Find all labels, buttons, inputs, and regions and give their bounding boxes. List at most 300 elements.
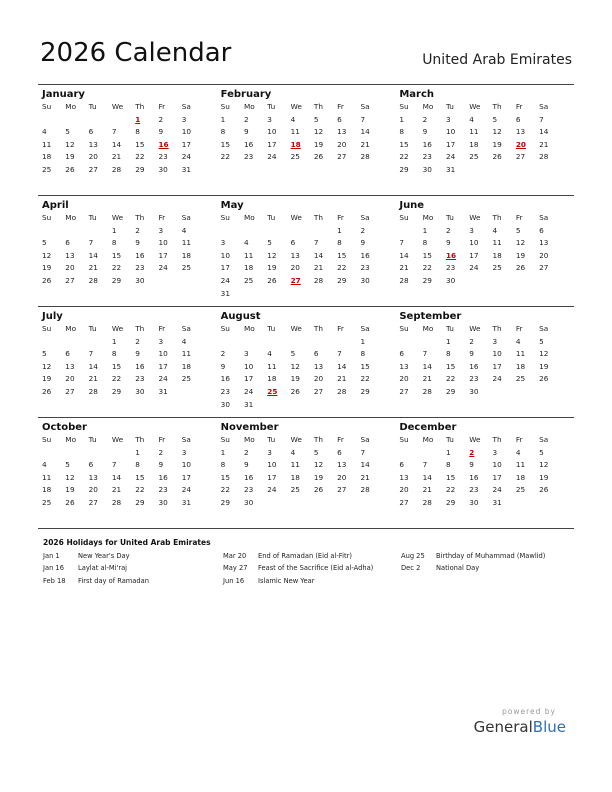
day-cell: 23 xyxy=(135,263,145,273)
weekday-header: Tu xyxy=(267,324,276,333)
day-cell: 9 xyxy=(469,460,474,470)
day-cell: 16 xyxy=(360,250,370,260)
day-cell: 2 xyxy=(135,336,140,346)
day-cell: 29 xyxy=(220,497,230,507)
day-cell: 22 xyxy=(220,485,230,495)
brand-logo[interactable] xyxy=(474,707,566,736)
holiday-day: 16 xyxy=(445,250,457,260)
empty-cell xyxy=(291,336,314,349)
day-cell: 31 xyxy=(181,497,192,507)
day-cell: 13 xyxy=(399,472,409,482)
day-cell: 27 xyxy=(65,386,75,396)
day-cell: 22 xyxy=(445,485,456,495)
day-cell: 5 xyxy=(42,238,47,248)
quarter-row xyxy=(38,417,574,529)
weekday-header: Fr xyxy=(337,213,344,222)
day-cell: 6 xyxy=(539,225,544,235)
day-cell: 4 xyxy=(181,225,187,235)
day-cell: 24 xyxy=(492,374,502,384)
day-cell: 10 xyxy=(492,349,502,359)
day-cell: 30 xyxy=(243,497,254,507)
day-cell: 21 xyxy=(422,374,432,384)
day-cell: 26 xyxy=(313,152,324,162)
calendar-grid xyxy=(38,84,574,529)
day-cell: 8 xyxy=(445,349,451,359)
holiday-entry xyxy=(401,562,581,574)
weekday-header: Fr xyxy=(515,213,523,222)
day-cell: 9 xyxy=(360,238,366,248)
day-cell: 20 xyxy=(290,263,300,273)
day-cell: 12 xyxy=(267,250,277,260)
weekday-header: Sa xyxy=(181,213,191,222)
day-cell: 4 xyxy=(515,447,521,457)
day-grid xyxy=(42,434,217,510)
day-cell: 25 xyxy=(243,275,254,285)
day-cell: 1 xyxy=(445,447,451,457)
day-cell: 9 xyxy=(243,460,249,470)
month-name: December xyxy=(399,422,457,433)
holiday-date: Dec 2 xyxy=(401,564,421,573)
empty-cell xyxy=(89,225,112,238)
day-grid xyxy=(221,101,396,164)
day-cell: 23 xyxy=(469,374,479,384)
holiday-name: New Year's Day xyxy=(78,552,130,560)
day-cell: 5 xyxy=(42,349,47,359)
day-cell: 8 xyxy=(220,460,226,470)
day-cell: 7 xyxy=(360,447,366,457)
day-cell: 29 xyxy=(445,386,456,396)
holiday-name: Feast of the Sacrifice (Eid al-Adha) xyxy=(258,564,374,573)
month-name: November xyxy=(220,422,279,433)
day-grid xyxy=(221,323,396,411)
day-cell: 11 xyxy=(243,250,254,260)
day-cell: 24 xyxy=(243,386,254,396)
day-grid xyxy=(399,101,574,177)
weekday-header: We xyxy=(111,102,124,111)
day-cell: 21 xyxy=(422,485,432,495)
day-cell: 12 xyxy=(515,238,526,248)
day-cell: 28 xyxy=(422,386,432,396)
day-cell: 7 xyxy=(337,349,342,359)
day-cell: 11 xyxy=(42,472,52,482)
weekday-header: Tu xyxy=(267,213,276,222)
day-cell: 6 xyxy=(65,238,70,248)
day-cell: 30 xyxy=(158,164,168,174)
weekday-header: Th xyxy=(313,324,323,333)
day-cell: 15 xyxy=(422,250,432,260)
day-cell: 1 xyxy=(337,225,342,235)
day-cell: 2 xyxy=(220,349,226,359)
day-cell: 10 xyxy=(469,238,479,248)
day-grid xyxy=(221,434,396,510)
day-cell: 10 xyxy=(267,127,277,137)
day-cell: 29 xyxy=(337,275,347,285)
day-cell: 14 xyxy=(88,250,98,260)
empty-cell xyxy=(89,447,112,460)
day-cell: 22 xyxy=(220,152,230,162)
day-cell: 31 xyxy=(243,399,254,409)
day-cell: 2 xyxy=(158,447,164,457)
weekday-header: We xyxy=(111,213,124,222)
weekday-header: Sa xyxy=(360,324,370,333)
day-cell: 3 xyxy=(469,225,474,235)
day-cell: 3 xyxy=(243,349,249,359)
day-cell: 3 xyxy=(445,114,451,124)
empty-cell xyxy=(42,447,65,460)
day-cell: 11 xyxy=(267,361,277,371)
day-cell: 11 xyxy=(515,460,526,470)
holiday-entry xyxy=(223,575,401,587)
day-cell: 15 xyxy=(220,139,230,149)
holiday-entry xyxy=(43,562,223,574)
day-cell: 28 xyxy=(422,497,432,507)
empty-cell xyxy=(314,225,337,238)
day-cell: 24 xyxy=(158,263,168,273)
day-cell: 13 xyxy=(515,127,526,137)
day-cell: 29 xyxy=(360,386,370,396)
weekday-header: Su xyxy=(220,324,230,333)
day-cell: 10 xyxy=(181,460,192,470)
day-cell: 4 xyxy=(42,460,47,470)
day-cell: 20 xyxy=(539,250,549,260)
weekday-header: Sa xyxy=(360,435,370,444)
day-cell: 12 xyxy=(313,460,324,470)
holiday-entry xyxy=(223,562,401,574)
weekday-header: Su xyxy=(220,213,230,222)
empty-cell xyxy=(267,225,290,238)
weekday-header: We xyxy=(469,324,481,333)
holiday-day: 2 xyxy=(469,447,475,457)
day-cell: 24 xyxy=(267,152,277,162)
day-cell: 20 xyxy=(88,485,98,495)
day-cell: 18 xyxy=(492,250,502,260)
day-cell: 7 xyxy=(422,349,428,359)
weekday-header: Tu xyxy=(267,435,276,444)
day-cell: 15 xyxy=(445,472,456,482)
day-cell: 4 xyxy=(243,238,249,248)
day-cell: 18 xyxy=(181,361,192,371)
day-cell: 21 xyxy=(360,139,370,149)
weekday-header: Sa xyxy=(360,102,370,111)
day-cell: 17 xyxy=(243,374,254,384)
day-cell: 23 xyxy=(158,485,168,495)
day-cell: 27 xyxy=(313,386,324,396)
weekday-header: Tu xyxy=(445,435,454,444)
day-cell: 28 xyxy=(88,275,98,285)
day-cell: 24 xyxy=(469,263,479,273)
day-cell: 28 xyxy=(360,485,370,495)
weekday-header: Th xyxy=(135,435,145,444)
day-cell: 21 xyxy=(313,263,324,273)
day-cell: 17 xyxy=(492,472,502,482)
empty-cell xyxy=(65,114,88,127)
day-cell: 26 xyxy=(515,263,526,273)
weekday-header: Th xyxy=(492,213,502,222)
weekday-header: Tu xyxy=(267,102,276,111)
day-cell: 7 xyxy=(313,238,319,248)
day-cell: 14 xyxy=(88,361,98,371)
day-cell: 19 xyxy=(42,374,52,384)
day-cell: 17 xyxy=(267,139,277,149)
day-cell: 28 xyxy=(539,152,549,162)
day-cell: 5 xyxy=(539,336,544,346)
weekday-header: Su xyxy=(399,435,409,444)
day-cell: 4 xyxy=(515,336,521,346)
day-cell: 16 xyxy=(469,472,479,482)
holiday-column xyxy=(401,550,581,587)
day-cell: 3 xyxy=(492,447,498,457)
day-cell: 26 xyxy=(65,497,75,507)
day-cell: 26 xyxy=(539,374,549,384)
weekday-header: Mo xyxy=(422,213,434,222)
day-cell: 19 xyxy=(515,250,526,260)
weekday-header: Mo xyxy=(65,213,77,222)
day-cell: 6 xyxy=(399,460,404,470)
weekday-header: Tu xyxy=(88,102,97,111)
day-cell: 27 xyxy=(65,275,75,285)
day-cell: 6 xyxy=(399,349,404,359)
weekday-header: Th xyxy=(313,213,323,222)
holiday-name: Birthday of Muhammad (Mawlid) xyxy=(436,552,546,560)
day-cell: 31 xyxy=(445,164,456,174)
day-cell: 17 xyxy=(492,361,502,371)
day-cell: 23 xyxy=(469,485,479,495)
day-cell: 14 xyxy=(111,139,122,149)
day-cell: 27 xyxy=(337,485,347,495)
day-cell: 22 xyxy=(445,374,456,384)
day-cell: 23 xyxy=(135,374,145,384)
weekday-header: Su xyxy=(220,435,230,444)
weekday-header: Mo xyxy=(65,435,77,444)
day-cell: 14 xyxy=(360,127,370,137)
day-cell: 11 xyxy=(181,349,192,359)
day-cell: 18 xyxy=(469,139,479,149)
empty-cell xyxy=(221,225,244,238)
month-name: August xyxy=(220,311,261,322)
weekday-header: We xyxy=(290,213,302,222)
day-cell: 26 xyxy=(539,485,549,495)
day-cell: 8 xyxy=(135,127,140,137)
day-cell: 25 xyxy=(42,497,52,507)
weekday-header: Tu xyxy=(445,213,454,222)
day-cell: 30 xyxy=(135,386,145,396)
day-cell: 21 xyxy=(360,472,370,482)
weekday-header: Mo xyxy=(422,435,434,444)
weekday-header: Su xyxy=(42,213,52,222)
day-cell: 24 xyxy=(158,374,168,384)
weekday-header: Sa xyxy=(181,102,191,111)
day-cell: 19 xyxy=(539,472,549,482)
day-cell: 16 xyxy=(158,472,168,482)
day-cell: 21 xyxy=(111,485,122,495)
day-cell: 31 xyxy=(181,164,192,174)
month-february xyxy=(217,85,396,195)
day-cell: 19 xyxy=(290,374,300,384)
month-name: July xyxy=(42,311,63,322)
day-cell: 22 xyxy=(360,374,370,384)
day-cell: 2 xyxy=(135,225,140,235)
weekday-header: Tu xyxy=(88,213,97,222)
weekday-header: We xyxy=(290,324,302,333)
holiday-entry xyxy=(223,550,401,562)
day-cell: 7 xyxy=(539,114,544,124)
weekday-header: Tu xyxy=(88,435,97,444)
empty-cell xyxy=(291,225,314,238)
day-cell: 27 xyxy=(337,152,347,162)
holidays-list xyxy=(43,550,583,587)
empty-cell xyxy=(112,114,135,127)
day-cell: 16 xyxy=(243,139,254,149)
day-cell: 17 xyxy=(469,250,479,260)
day-cell: 12 xyxy=(313,127,324,137)
day-cell: 1 xyxy=(360,336,366,346)
weekday-header: Mo xyxy=(243,324,255,333)
day-cell: 5 xyxy=(290,349,296,359)
empty-cell xyxy=(42,114,65,127)
day-cell: 26 xyxy=(42,386,52,396)
weekday-header: Su xyxy=(42,324,52,333)
weekday-header: Fr xyxy=(337,324,344,333)
day-cell: 9 xyxy=(158,460,164,470)
day-cell: 22 xyxy=(337,263,347,273)
day-cell: 3 xyxy=(267,447,272,457)
day-cell: 25 xyxy=(469,152,479,162)
day-cell: 1 xyxy=(220,447,226,457)
weekday-header: Mo xyxy=(422,324,434,333)
day-cell: 14 xyxy=(422,472,432,482)
day-cell: 19 xyxy=(65,152,75,162)
day-cell: 21 xyxy=(539,139,549,149)
day-cell: 1 xyxy=(220,114,226,124)
day-grid xyxy=(42,212,217,288)
weekday-header: Mo xyxy=(243,102,255,111)
day-cell: 19 xyxy=(313,139,324,149)
day-cell: 1 xyxy=(111,225,117,235)
day-cell: 14 xyxy=(313,250,324,260)
month-april xyxy=(38,196,217,306)
day-cell: 25 xyxy=(515,374,526,384)
weekday-header: Su xyxy=(220,102,230,111)
empty-cell xyxy=(42,336,65,349)
weekday-header: We xyxy=(469,102,481,111)
day-cell: 15 xyxy=(220,472,230,482)
day-cell: 30 xyxy=(360,275,370,285)
day-cell: 5 xyxy=(65,127,70,137)
day-cell: 23 xyxy=(360,263,370,273)
weekday-header: Fr xyxy=(158,324,166,333)
day-cell: 14 xyxy=(399,250,409,260)
day-cell: 10 xyxy=(158,349,168,359)
day-cell: 3 xyxy=(181,447,187,457)
weekday-header: Sa xyxy=(539,324,549,333)
day-cell: 16 xyxy=(135,361,145,371)
day-cell: 1 xyxy=(135,447,140,457)
day-cell: 27 xyxy=(88,497,98,507)
day-cell: 24 xyxy=(445,152,456,162)
weekday-header: We xyxy=(111,435,124,444)
day-cell: 26 xyxy=(42,275,52,285)
quarter-row xyxy=(38,306,574,417)
day-cell: 23 xyxy=(422,152,432,162)
holiday-column xyxy=(43,550,223,587)
day-cell: 24 xyxy=(267,485,277,495)
powered-by-text: powered by xyxy=(502,707,556,716)
weekday-header: Fr xyxy=(337,435,344,444)
day-cell: 2 xyxy=(243,447,249,457)
day-cell: 22 xyxy=(135,152,145,162)
day-cell: 28 xyxy=(111,497,122,507)
day-cell: 6 xyxy=(65,349,70,359)
month-name: June xyxy=(399,200,425,211)
day-cell: 1 xyxy=(399,114,404,124)
day-cell: 3 xyxy=(158,225,164,235)
day-cell: 25 xyxy=(290,152,300,162)
day-grid xyxy=(221,212,396,300)
empty-cell xyxy=(399,225,422,238)
holiday-date: Mar 20 xyxy=(223,552,247,560)
day-cell: 1 xyxy=(445,336,451,346)
day-cell: 6 xyxy=(290,238,296,248)
day-cell: 30 xyxy=(135,275,145,285)
day-cell: 15 xyxy=(360,361,370,371)
month-name: October xyxy=(42,422,87,433)
day-cell: 13 xyxy=(290,250,300,260)
month-may xyxy=(217,196,396,306)
day-cell: 16 xyxy=(469,361,479,371)
empty-cell xyxy=(65,225,88,238)
empty-cell xyxy=(89,114,112,127)
weekday-header: Fr xyxy=(515,102,523,111)
day-cell: 2 xyxy=(158,114,164,124)
day-cell: 27 xyxy=(515,152,526,162)
weekday-header: Mo xyxy=(65,102,77,111)
day-cell: 11 xyxy=(181,238,192,248)
holiday-day: 16 xyxy=(158,139,169,149)
day-cell: 18 xyxy=(515,361,526,371)
day-cell: 8 xyxy=(220,127,226,137)
holidays-title: 2026 Holidays for United Arab Emirates xyxy=(43,538,211,547)
weekday-header: Th xyxy=(492,435,502,444)
day-cell: 29 xyxy=(422,275,432,285)
day-cell: 8 xyxy=(445,460,451,470)
weekday-header: Fr xyxy=(515,435,523,444)
weekday-header: Su xyxy=(399,324,409,333)
day-cell: 5 xyxy=(539,447,544,457)
day-cell: 21 xyxy=(88,374,98,384)
day-cell: 21 xyxy=(111,152,122,162)
empty-cell xyxy=(244,336,267,349)
day-cell: 14 xyxy=(422,361,432,371)
day-cell: 25 xyxy=(181,374,192,384)
day-cell: 27 xyxy=(399,386,409,396)
day-cell: 28 xyxy=(399,275,409,285)
day-cell: 4 xyxy=(42,127,47,137)
weekday-header: Sa xyxy=(181,324,191,333)
day-cell: 30 xyxy=(445,275,456,285)
day-cell: 14 xyxy=(111,472,122,482)
country-name: United Arab Emirates xyxy=(422,52,572,68)
day-cell: 23 xyxy=(445,263,456,273)
month-name: April xyxy=(42,200,69,211)
day-cell: 11 xyxy=(290,127,300,137)
day-cell: 17 xyxy=(158,250,168,260)
day-cell: 15 xyxy=(445,361,456,371)
day-cell: 6 xyxy=(337,114,342,124)
day-cell: 13 xyxy=(337,460,347,470)
month-name: February xyxy=(220,89,272,100)
day-cell: 13 xyxy=(88,139,98,149)
day-cell: 7 xyxy=(88,238,94,248)
